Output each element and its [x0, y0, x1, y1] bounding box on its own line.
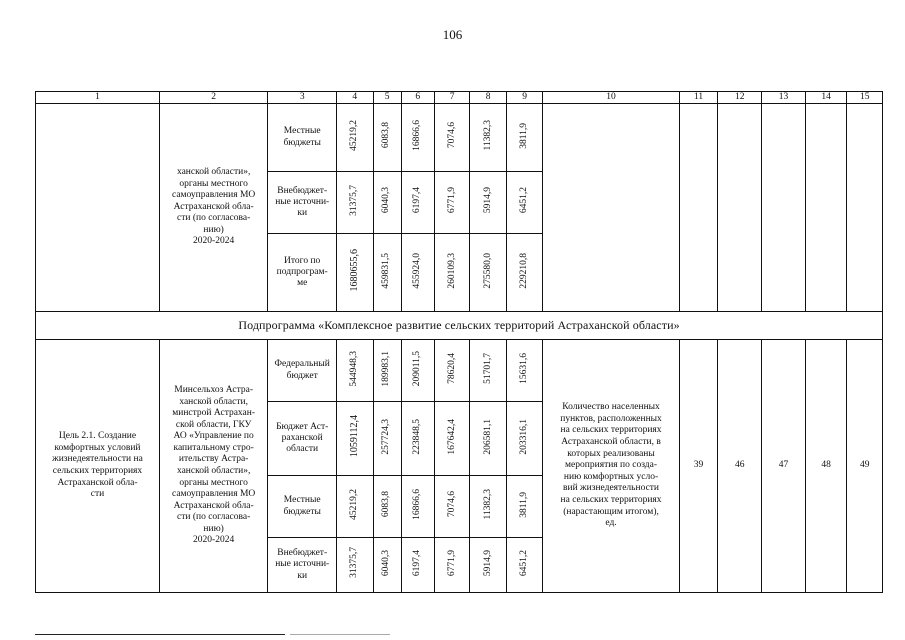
value-cell: [470, 402, 506, 476]
value-cell: [337, 538, 373, 593]
executor-cell: [159, 104, 267, 312]
column-number: 1: [36, 92, 160, 104]
value-cell: [506, 402, 542, 476]
column-number: 4: [337, 92, 373, 104]
value: 7074,6: [446, 122, 457, 149]
goal-line: комфортных условий: [54, 442, 141, 453]
funding-source-line: раханской: [281, 432, 323, 443]
funding-source: [268, 172, 337, 234]
value: 7074,6: [446, 491, 457, 518]
target-cell-empty: [762, 104, 806, 312]
value-cell: [337, 340, 373, 402]
value: 459831,5: [381, 252, 392, 289]
column-number: 9: [506, 92, 542, 104]
target-cell-empty: [805, 104, 847, 312]
page-number: 106: [442, 27, 463, 42]
value-cell: [373, 476, 401, 538]
value-cell: [401, 538, 434, 593]
value: 1680655,6: [348, 249, 360, 292]
executor-line: ительству Астра-: [178, 454, 249, 465]
value-cell: [373, 104, 401, 172]
funding-source-line: ные источни-: [275, 196, 330, 207]
value-cell: [401, 476, 434, 538]
indicator-line: на сельских территориях: [560, 425, 662, 436]
value-cell: [337, 234, 373, 312]
value: 45219,2: [349, 119, 360, 151]
value-cell: [373, 172, 401, 234]
funding-source-line: области: [286, 444, 319, 455]
indicator-line: Количество населенных: [562, 402, 660, 413]
executor-line: АО «Управление по: [173, 431, 254, 442]
value-cell: [470, 538, 506, 593]
page-footer-rule-faint: [290, 634, 390, 635]
value-cell: [434, 402, 469, 476]
indicator-line: (нарастающим итогом),: [563, 506, 659, 517]
target-cell-empty: [718, 104, 762, 312]
value: 544948,3: [349, 350, 360, 387]
value: 51701,7: [482, 352, 493, 384]
indicator-line: нию комфортных усло-: [563, 471, 659, 482]
target-cell-empty: [847, 104, 883, 312]
value: 11382,3: [482, 120, 493, 151]
executor-line: органы местного: [179, 178, 248, 189]
subprogram-row: [36, 312, 883, 340]
value-cell: [401, 402, 434, 476]
value: 3811,9: [518, 491, 529, 518]
value-cell: [337, 172, 373, 234]
value-cell: [506, 538, 542, 593]
executor-line: самоуправления МО: [171, 190, 256, 201]
executor-cell: [159, 340, 267, 593]
value-cell: [470, 172, 506, 234]
value: 6197,4: [412, 549, 423, 576]
target-value-cell: 46: [718, 340, 762, 593]
value-cell: [373, 234, 401, 312]
funding-source-line: Итого по: [284, 255, 321, 266]
goal-cell-empty: [36, 104, 160, 312]
funding-source-line: Внебюджет-: [277, 185, 328, 196]
value: 16866,6: [412, 488, 423, 520]
value-cell: [470, 340, 506, 402]
value-cell: [337, 476, 373, 538]
value: 203316,1: [518, 418, 529, 455]
funding-source: [268, 538, 337, 593]
funding-source-line: бюджеты: [283, 506, 321, 517]
target-value-cell: 48: [805, 340, 847, 593]
value: 229210,8: [518, 252, 529, 289]
executor-line: 2020-2024: [193, 535, 235, 546]
executor-line: Астраханской обла-: [173, 201, 254, 212]
value: 11382,3: [482, 489, 493, 520]
value-cell: [506, 476, 542, 538]
indicator-cell: [543, 340, 679, 593]
executor-line: самоуправления МО: [171, 489, 256, 500]
value: 455924,0: [412, 252, 423, 289]
executor-line: органы местного: [179, 477, 248, 488]
value-cell: [373, 340, 401, 402]
value: 45219,2: [349, 488, 360, 520]
funding-source-line: бюджет: [286, 370, 318, 381]
indicator-line: которых реализованы: [567, 448, 655, 459]
value: 189983,1: [381, 350, 392, 387]
goal-line: Цель 2.1. Создание: [58, 431, 137, 442]
value-cell: [401, 104, 434, 172]
funding-source-line: бюджеты: [283, 137, 321, 148]
value: 209011,5: [412, 350, 423, 387]
value-cell: [434, 538, 469, 593]
funding-source-line: ме: [297, 278, 308, 289]
value-cell: [434, 476, 469, 538]
goal-line: жизнедеятельности на: [52, 454, 143, 465]
funding-source-line: Местные: [283, 126, 321, 137]
indicator-line: пунктов, расположенных: [560, 413, 662, 424]
column-number: 7: [434, 92, 469, 104]
value-cell: [373, 402, 401, 476]
executor-line: ской области, ГКУ: [175, 419, 252, 430]
column-number: 8: [470, 92, 506, 104]
goal-line: сти: [90, 489, 105, 500]
value: 6083,8: [381, 491, 392, 518]
value-cell: [506, 234, 542, 312]
value-cell: [401, 340, 434, 402]
executor-line: минстрой Астрахан-: [172, 408, 256, 419]
table-row: [36, 104, 883, 172]
column-number: 10: [543, 92, 679, 104]
value: 5914,9: [482, 549, 493, 576]
value: 31375,7: [349, 184, 360, 216]
indicator-line: на сельских территориях: [560, 494, 662, 505]
column-number: 5: [373, 92, 401, 104]
value-cell: [434, 104, 469, 172]
funding-source-line: ки: [297, 208, 308, 219]
column-number: 6: [401, 92, 434, 104]
column-number: 14: [805, 92, 847, 104]
target-cell-empty: [679, 104, 718, 312]
value: 3811,9: [518, 122, 529, 149]
target-value-cell: 47: [762, 340, 806, 593]
column-number: 12: [718, 92, 762, 104]
indicator-cell-empty: [543, 104, 679, 312]
value-cell: [337, 402, 373, 476]
goal-line: Астраханской обла-: [57, 477, 138, 488]
goal-cell: [36, 340, 160, 593]
value: 6771,9: [446, 549, 457, 576]
column-number: 11: [679, 92, 718, 104]
indicator-line: Астраханской области, в: [561, 437, 661, 448]
executor-line: ханской области»,: [176, 166, 251, 177]
value-cell: [434, 234, 469, 312]
value-cell: [470, 476, 506, 538]
value-cell: [506, 340, 542, 402]
target-value-cell: 49: [847, 340, 883, 593]
value: 5914,9: [482, 187, 493, 214]
value-cell: [470, 104, 506, 172]
value-cell: [337, 104, 373, 172]
indicator-line: мероприятия по созда-: [565, 460, 658, 471]
column-number-row: [36, 92, 883, 104]
value: 6083,8: [381, 122, 392, 149]
program-table: [35, 91, 883, 593]
value-cell: [470, 234, 506, 312]
column-number: 13: [762, 92, 806, 104]
value: 6771,9: [446, 187, 457, 214]
value: 6040,3: [381, 187, 392, 214]
funding-source: [268, 104, 337, 172]
value: 167642,4: [446, 418, 457, 455]
funding-source-line: подпрограм-: [276, 266, 328, 277]
column-number: 3: [268, 92, 337, 104]
value: 6451,2: [518, 187, 529, 214]
executor-line: сти (по согласова-: [177, 512, 251, 523]
value-cell: [506, 104, 542, 172]
funding-source-line: Федеральный: [274, 359, 330, 370]
value: 257724,3: [381, 418, 392, 455]
funding-source: [268, 476, 337, 538]
funding-source: [268, 234, 337, 312]
funding-source: [268, 402, 337, 476]
page-footer-rule: [35, 634, 285, 635]
value: 6197,4: [412, 187, 423, 214]
value: 223848,5: [412, 418, 423, 455]
value: 1059112,4: [348, 415, 360, 458]
column-number: 15: [847, 92, 883, 104]
value-cell: [401, 172, 434, 234]
funding-source-line: Внебюджет-: [277, 548, 328, 559]
funding-source-line: ки: [297, 570, 308, 581]
value-cell: [401, 234, 434, 312]
value-cell: [434, 172, 469, 234]
executor-line: ханской области»,: [176, 466, 251, 476]
column-number: 2: [159, 92, 267, 104]
value-cell: [373, 538, 401, 593]
executor-line: 2020-2024: [193, 236, 235, 247]
indicator-line: вий жизнедеятельности: [563, 483, 660, 494]
funding-source: [268, 340, 337, 402]
value: 15631,6: [518, 352, 529, 384]
target-value-cell: 39: [679, 340, 718, 593]
value: 6451,2: [518, 549, 529, 576]
goal-line: сельских территориях: [52, 466, 143, 476]
value: 31375,7: [349, 547, 360, 579]
value: 78620,4: [446, 352, 457, 384]
executor-line: сти (по согласова-: [177, 213, 251, 224]
executor-line: нию): [203, 523, 224, 534]
executor-line: ханской области,: [179, 396, 248, 407]
executor-line: Астраханской обла-: [173, 500, 254, 511]
funding-source-line: Местные: [283, 495, 321, 506]
value: 206581,1: [482, 418, 493, 455]
value-cell: [434, 340, 469, 402]
executor-line: нию): [203, 224, 224, 235]
executor-line: капитальному стро-: [173, 442, 254, 453]
value: 260109,3: [446, 252, 457, 289]
executor-line: Минсельхоз Астра-: [174, 384, 254, 395]
value: 6040,3: [381, 549, 392, 576]
value: 275580,0: [482, 252, 493, 289]
funding-source-line: Бюджет Аст-: [276, 421, 329, 432]
funding-source-line: ные источни-: [275, 559, 330, 570]
value: 16866,6: [412, 119, 423, 151]
value-cell: [506, 172, 542, 234]
table-row: [36, 340, 883, 402]
subprogram-title: Подпрограмма «Комплексное развитие сельских территорий Астраханской области»: [36, 312, 883, 340]
indicator-line: ед.: [605, 518, 617, 529]
